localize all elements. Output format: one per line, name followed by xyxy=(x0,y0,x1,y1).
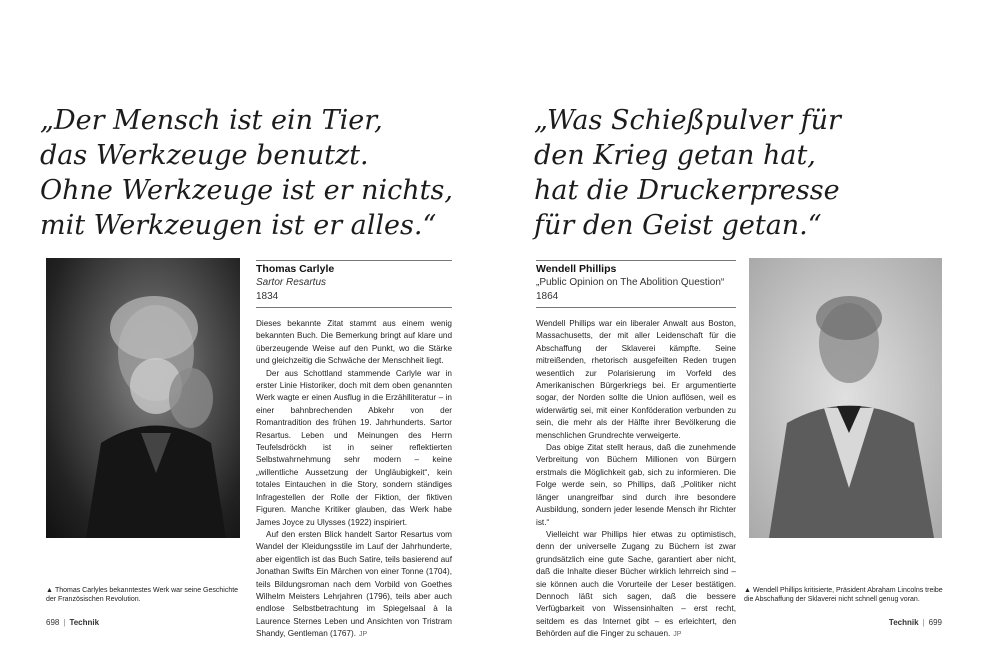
portrait-phillips-illustration xyxy=(749,258,942,538)
paragraph: Wendell Phillips war ein liberaler Anwalt aus Boston, Massachusetts, der mit aller Leidenschaft für die Abschaffung der Sklaverei kämpfte. Seine mitreißenden, rhetorisch ausgefeilten Reden trugen wesentlich zur Polarisierung im Vorfeld des Amerikanischen Bürgerkriegs bei. Er argumentierte sogar, der Norden sollte die Union auflösen, weil es widerwärtig sei, mit einer Konföderation verbunden zu sein, die mehr als der Hälfte ihrer Bevölkerung die menschlichen Grundrechte verweigerte. xyxy=(536,319,736,440)
paragraph: Das obige Zitat stellt heraus, daß die zunehmende Verbreitung von Büchern Millionen von Bürgern erstmals die Möglichkeit gab, sich zu informieren. Die Folge werde sein, so Phillips, daß „Politiker nicht länger unangreifbar sind durch ihre besondere Ausbildung, sondern jeder lesende Mensch ihr Richter ist.“ xyxy=(536,443,736,527)
quote-line: für den Geist getan.“ xyxy=(534,210,822,241)
body-text-phillips xyxy=(536,318,736,642)
quote-carlyle xyxy=(40,103,453,243)
page-number: 699 xyxy=(928,618,942,627)
portrait-carlyle-illustration xyxy=(46,258,240,538)
publication-year: 1834 xyxy=(256,291,279,302)
caption-text: Thomas Carlyles bekanntestes Werk war seine Geschichte der Französischen Revolution. xyxy=(46,587,239,603)
paragraph: Der aus Schottland stammende Carlyle war in erster Linie Historiker, doch mit dem oben genannten Werk wagte er einen Ausflug in die Erzählliteratur – in einer bahnbrechenden Abkehr von der Romantradition des frühen 19. Jahrhunderts. Sartor Resartus. Leben und Meinungen des Herrn Teufelsdröckh ist in seiner reflektierten Selbstwahrnehmung sehr modern – keine „willentliche Aussetzung der Ungläubigkeit“, kein totales Eintauchen in die Story, sondern ständiges Infragestellen der Rolle der Fiktion, der fiktiven Figuren. Manche Kritiker glauben, das Werk habe James Joyce zu Ulysses (1922) inspiriert. xyxy=(256,368,452,527)
caption-phillips xyxy=(744,586,944,604)
quote-line: das Werkzeuge benutzt. xyxy=(40,140,369,171)
source-rule-top xyxy=(536,260,736,261)
body-text-carlyle xyxy=(256,318,452,642)
source-block-phillips xyxy=(536,262,736,304)
right-page xyxy=(494,0,988,648)
source-rule-top xyxy=(256,260,452,261)
paragraph xyxy=(536,529,736,642)
portrait-wendell-phillips xyxy=(749,258,942,538)
quote-line: den Krieg getan hat, xyxy=(534,140,816,171)
source-rule-bottom xyxy=(256,307,452,308)
caption-triangle-icon: ▲ xyxy=(744,587,751,594)
caption-triangle-icon: ▲ xyxy=(46,587,53,594)
caption-text: Wendell Phillips kritisierte, Präsident Abraham Lincolns treibe die Abschaffung der Sklaverei nicht schnell genug voran. xyxy=(744,587,943,603)
author-initials: JP xyxy=(673,631,682,639)
caption-carlyle xyxy=(46,586,246,604)
quote-line: hat die Druckerpresse xyxy=(534,175,840,206)
work-title: Sartor Resartus xyxy=(256,277,327,288)
quote-line: Ohne Werkzeuge ist er nichts, xyxy=(40,175,453,206)
folio-left xyxy=(46,618,99,627)
author-name: Thomas Carlyle xyxy=(256,263,335,275)
quote-phillips xyxy=(534,103,841,243)
quote-line: mit Werkzeugen ist er alles.“ xyxy=(40,210,437,241)
quote-line: „Der Mensch ist ein Tier, xyxy=(40,105,383,136)
source-rule-bottom xyxy=(536,307,736,308)
quote-line: „Was Schießpulver für xyxy=(534,105,841,136)
portrait-thomas-carlyle xyxy=(46,258,240,538)
publication-year: 1864 xyxy=(536,291,559,302)
author-name: Wendell Phillips xyxy=(536,263,617,275)
folio-separator: | xyxy=(63,618,66,627)
paragraph-text: Vielleicht war Phillips hier etwas zu optimistisch, denn der universelle Zugang zu Büchern ist zwar grundsätzlich eine gute Sache, garantiert aber nicht, daß die Inhalte dieser Bücher wirklich lehrreich sind – sie können auch die Vorurteile der Leser bestätigen. Dennoch läßt sich sagen, daß die bessere Verfügbarkeit von Wissensinhalten – erst recht, seitdem es das Internet gibt – es erleichtert, den Behörden auf die Finger zu schauen. xyxy=(536,529,736,639)
source-block-carlyle xyxy=(256,262,452,304)
section-name: Technik xyxy=(69,618,100,627)
page-number: 698 xyxy=(46,618,60,627)
author-initials: JP xyxy=(358,631,368,639)
section-name: Technik xyxy=(888,618,919,627)
folio-separator: | xyxy=(922,618,925,627)
paragraph-text: Auf den ersten Blick handelt Sartor Resartus vom Wandel der Kleidungsstile im Lauf der Jahrhunderte, aber eigentlich ist das Buch Satire, teils basierend auf Jonathan Swifts Ein Märchen von einer Tonne (1704), teils Bildungsroman nach dem Vorbild von Goethes Wilhelm Meisters Lehrjahren (1796), teils aber auch endlose Selbstbetrachtung im Spiegelsaal à la Laurence Sternes Leben und Ansichten von Tristram Shandy, Gentleman (1767). xyxy=(256,529,452,639)
work-title: „Public Opinion on The Abolition Question“ xyxy=(536,277,725,288)
folio-right xyxy=(889,618,942,627)
paragraph: Dieses bekannte Zitat stammt aus einem wenig bekannten Buch. Die Bemerkung bringt auf klare und überzeugende Weise auf den Punkt, wo die Stärke und gleichzeitig die Schwäche der Menschheit liegt. xyxy=(256,319,452,366)
paragraph xyxy=(256,529,452,642)
